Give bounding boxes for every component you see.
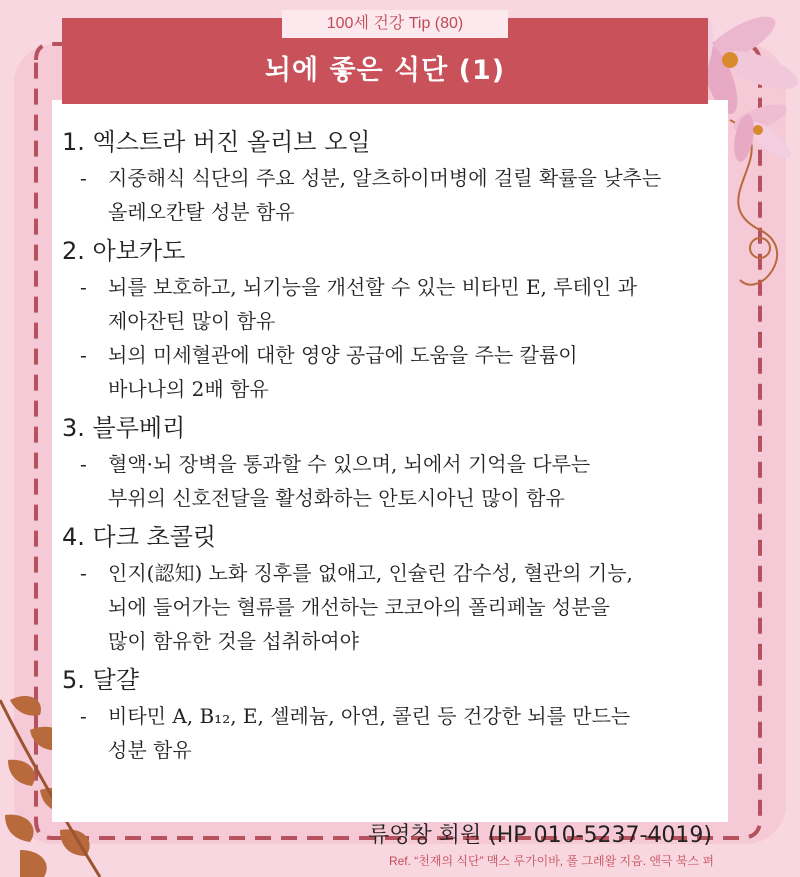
food-item: [62, 518, 722, 658]
food-item-heading: 3. 블루베리: [62, 414, 186, 442]
bullet-continuation: [62, 195, 722, 229]
page-title: 뇌에 좋은 식단 (1): [264, 55, 506, 86]
bullet-continuation: [62, 481, 722, 515]
food-item: [62, 409, 722, 515]
dash-bullet-icon: -: [80, 452, 87, 476]
food-item: [62, 123, 722, 229]
bullet-text: 비타민 A, B₁₂, E, 셀레늄, 아연, 콜린 등 건강한 뇌를 만드는: [108, 704, 631, 728]
bullet-text: 뇌의 미세혈관에 대한 영양 공급에 도움을 주는 칼륨이: [108, 343, 578, 367]
food-item-heading: 5. 달걀: [62, 666, 139, 694]
bullet-text: 올레오칸탈 성분 함유: [108, 200, 295, 224]
bullet-text: 뇌에 들어가는 혈류를 개선하는 코코아의 폴리페놀 성분을: [108, 595, 610, 619]
bullet-continuation: [62, 624, 722, 658]
bullet-text: 바나나의 2배 함유: [108, 377, 269, 401]
tip-label: 100세 건강 Tip (80): [282, 10, 508, 38]
food-item-heading: 1. 엑스트라 버진 올리브 오일: [62, 128, 371, 156]
bullet-text: 많이 함유한 것을 섭취하여야: [108, 629, 359, 653]
dash-bullet-icon: -: [80, 343, 87, 367]
bullet-line: [62, 270, 722, 304]
food-item: [62, 661, 722, 767]
dash-bullet-icon: -: [80, 166, 87, 190]
bullet-line: [62, 556, 722, 590]
bullet-continuation: [62, 590, 722, 624]
bullet-text: 혈액·뇌 장벽을 통과할 수 있으며, 뇌에서 기억을 다루는: [108, 452, 591, 476]
bullet-line: [62, 338, 722, 372]
bullet-continuation: [62, 733, 722, 767]
dash-bullet-icon: -: [80, 561, 87, 585]
bullet-line: [62, 161, 722, 195]
bullet-continuation: [62, 304, 722, 338]
reference-note: Ref. “천재의 식단” 맥스 루가이바, 폴 그레왈 지음. 앤극 북스 펴: [388, 854, 714, 868]
author-signature: 류영창 회원 (HP 010-5237-4019): [367, 823, 712, 848]
bullet-text: 제아잔틴 많이 함유: [108, 309, 276, 333]
food-item-heading: 4. 다크 초콜릿: [62, 523, 217, 551]
bullet-text: 지중해식 식단의 주요 성분, 알츠하이머병에 걸릴 확률을 낮추는: [108, 166, 662, 190]
dash-bullet-icon: -: [80, 704, 87, 728]
bullet-line: [62, 699, 722, 733]
food-item-heading: 2. 아보카도: [62, 237, 186, 265]
bullet-text: 인지(認知) 노화 징후를 없애고, 인슐린 감수성, 혈관의 기능,: [108, 561, 633, 585]
bullet-text: 뇌를 보호하고, 뇌기능을 개선할 수 있는 비타민 E, 루테인 과: [108, 275, 637, 299]
bullet-text: 부위의 신호전달을 활성화하는 안토시아닌 많이 함유: [108, 486, 565, 510]
food-list: [62, 120, 722, 767]
bullet-continuation: [62, 372, 722, 406]
bullet-line: [62, 447, 722, 481]
food-item: [62, 232, 722, 406]
dash-bullet-icon: -: [80, 275, 87, 299]
bullet-text: 성분 함유: [108, 738, 192, 762]
